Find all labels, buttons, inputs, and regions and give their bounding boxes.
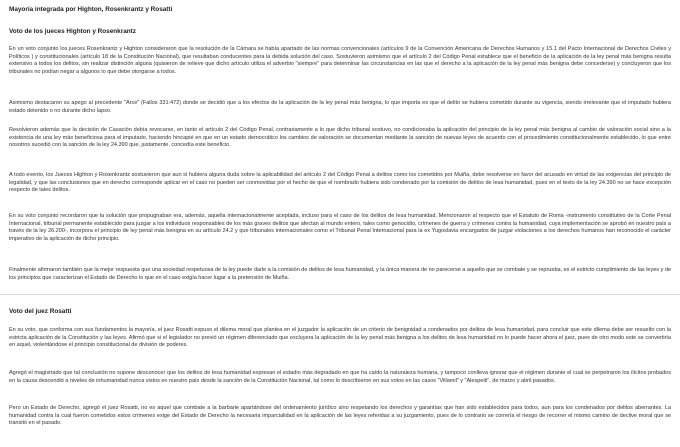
section-divider: [0, 294, 680, 295]
paragraph: Pero un Estado de Derecho, agregó el juez Rosatti, no es aquel que combate a la barbarie apartándose del ordenamiento jurídico sino respetando los derechos y garantías que han sido establecidos para todos, aun para los condenados por delitos aberrantes. La humanidad contra la cual fueron cometidos estos crímenes exige del Estado de Derecho la necesaria imparcialidad en la aplicación de las leyes referidas a su juzgamiento, pues de lo contrario se correría el riesgo de recorrer el mismo camino de declive moral que se transitó en el pasado.: [9, 405, 671, 426]
paragraph: Asimismo destacaron su apego al precedente "Arce" (Fallos 331:472) donde se decidió que a los efectos de la aplicación de la ley penal más benigna, lo que importa es que el delito se hubiera cometido durante su vigencia, siendo irrelevante que el imputado hubiera estado detenido o no durante dicho lapso.: [9, 100, 671, 114]
paragraph: A todo evento, los Jueces Highton y Rosenkrantz sostuvieron que aun si hubiera alguna duda sobre la aplicabilidad del artículo 2 del Código Penal a delitos como los cometidos por Muiña, debe resolverse en favor del acusado en virtud de las exigencias del principio de legalidad, y que las conclusiones que en derecho corresponde aplicar en el caso no pueden ser conmovidas por el hecho de que el nombrado hubiera sido condenado por la comisión de delitos de lesa humanidad, pues en el texto de la ley 24.390 no se hace excepción respecto de tales delitos.: [9, 172, 671, 193]
paragraph: Agregó el magistrado que tal conclusión no supone desconocer que los delitos de lesa humanidad expresan el estadio más degradado en que ha caído la naturaleza humana, y tampoco conlleva ignorar que el régimen durante el cual se perpetraron los ilícitos probados en la causa descendió a niveles de inhumanidad nunca vistos en nuestro país desde la sanción de la Constitución Nacional, tal como lo describieron en sus votos en las casos "Villamil" y "Alespeiti", de marzo y abril pasados.: [9, 370, 671, 384]
document-title: Mayoría integrada por Highton, Rosenkrantz y Rosatti: [9, 6, 173, 13]
paragraph: Finalmente afirmaron también que la mejor respuesta que una sociedad respetuosa de la ley puede darle a la comisión de delitos de lesa humanidad, y la única manera de no parecerse a aquello que se combate y se reprueba, es el estricto cumplimiento de las leyes y de los principios que caracterizan el Estado de Derecho lo que en el caso exigía hacer lugar a la pretensión de Muiña.: [9, 267, 671, 281]
paragraph: Resolvieron además que la decisión de Casación debía revocarse, en tanto el artículo 2 del Código Penal, contrariamente a lo que dicho tribunal sostuvo, no condicionaba la aplicación del principio de la ley penal más benigna al cambio de valoración social sino a la existencia de una ley más beneficiosa para el imputado, haciendo hincapié en que en un estado democrático los cambios de valoración se documentan mediante la sanción de nuevas leyes de acuerdo con el procedimiento constitucionalmente establecido, lo que entre nosotros sucedió con la sanción de la ley 24.390 que, justamente, concedía este beneficio.: [9, 127, 671, 148]
section-heading-rosatti: Voto del juez Rosatti: [9, 308, 72, 315]
paragraph: En un voto conjunto los jueces Rosenkrantz y Highton consideraron que la resolución de la Cámara se había apartado de las normas convencionales (artículos 9 de la Convención Americana de Derechos Humanos y 15.1 del Pacto Internacional de Derechos Civiles y Políticos ) y constitucionales (artículo 18 de la Constitución Nacional), que resultaban conducentes para la debida solución del caso. Sostuvieron asimismo que el artículo 2 del Código Penal establece que el beneficio de la aplicación de la ley penal más benigna resulta extensivo a todos los delitos, sin realizar distinción alguna (quisieron de relieve que dicho artículo utiliza el adverbio "siempre" para determinar las circunstancias en las que el derecho a la aplicación de la ley penal más benigna debe concederse) y concluyeron que los tribunales no podían negar a algunos lo que debe otorgarse a todos.: [9, 46, 671, 75]
paragraph: En su voto, que conforma con sus fundamentos la mayoría, el juez Rosatti expuso el dilema moral que plantea en el juzgador la aplicación de un criterio de benignidad a condenados por delitos de lesa humanidad, para concluir que este dilema debe ser resuelto con la estricta aplicación de la Constitución y las leyes. Afirmó que si el legislador no previó un régimen diferenciado que excluyera la aplicación de la ley penal más benigna a los delitos de lesa humanidad no lo puede hacer ahora el juez, pues de otro modo este se convertiría en aquel, violentándose el principio constitucional de división de poderes.: [9, 327, 671, 348]
paragraph: En su voto conjunto recordaron que la solución que propugnaban era, además, aquella internacionalmente aceptada, incluso para el caso de los delitos de lesa humanidad. Mencionaron al respecto que el Estatuto de Roma -instrumento constitutivo de la Corte Penal Internacional, tribunal permanente establecido para juzgar a los individuos responsables de los más graves delitos que afectan al mundo entero, tales como genocidio, crímenes de guerra y crímenes contra la humanidad, cuya implementación se aprobó en nuestro país a través de la ley 26.200-, incorpora el principio de ley penal más benigna en su artículo 24.2 y que tribunales internacionales como el Tribunal Penal Internacional para la ex Yugoslavia encargados de juzgar violaciones a los derechos humanos han reconocido el carácter imperativo de la aplicación de dicho principio.: [9, 213, 671, 242]
section-heading-highton-rosenkrantz: Voto de los jueces Highton y Rosenkrantz: [9, 28, 137, 35]
